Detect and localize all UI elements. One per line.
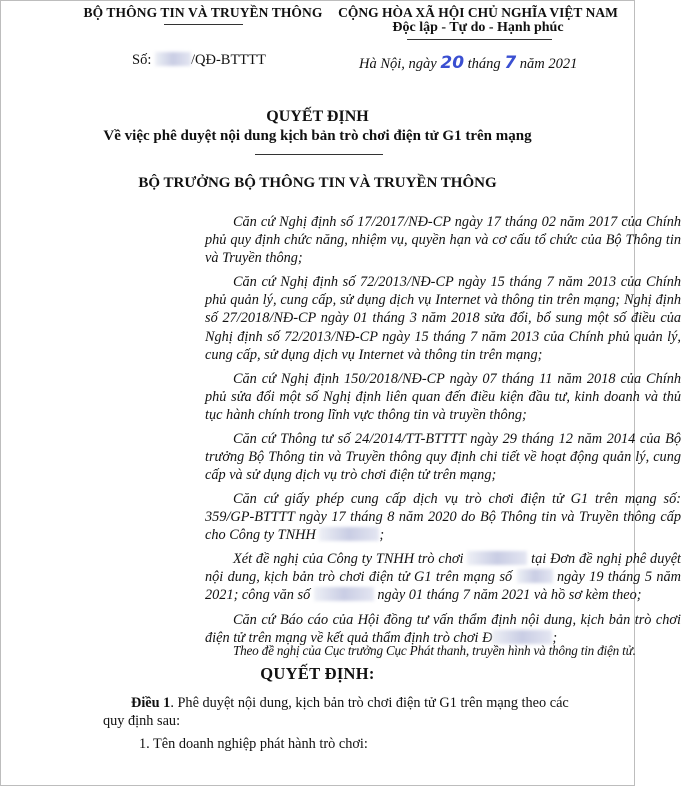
license-end: ;	[379, 527, 385, 544]
article-1-item-1: 1. Tên doanh nghiệp phát hành trò chơi:	[139, 736, 368, 752]
motto-underline	[407, 39, 552, 40]
issuer-title: BỘ TRƯỞNG BỘ THÔNG TIN VÀ TRUYỀN THÔNG	[138, 175, 497, 191]
decision-heading: QUYẾT ĐỊNH:	[260, 664, 375, 683]
basis-decree-150: Căn cứ Nghị định 150/2018/NĐ-CP ngày 07 tháng 11 năm 2018 của Chính phủ sửa đổi một số Nghị định liên quan đến điều kiện đầu tư, kinh doanh và thủ tục hành chính trong lĩnh vực thông tin và truyền thông;	[205, 371, 681, 424]
date-day-handwritten: 20	[440, 53, 465, 73]
article-1-label: Điều 1	[131, 695, 171, 711]
nation-name: CỘNG HÒA XÃ HỘI CHỦ NGHĨA VIỆT NAM	[338, 5, 618, 20]
article-1	[103, 694, 579, 730]
issue-date	[359, 53, 577, 73]
article-1-text: . Phê duyệt nội dung, kịch bản trò chơi điện tử G1 trên mạng theo các quy định sau:	[103, 695, 569, 730]
proposal-text-2: tại Đơn đề nghị phê duyệt nội dung, kịch bản trò chơi điện tử G1 trên mạng số	[205, 551, 681, 586]
report-end: ;	[552, 630, 558, 647]
agency-underline	[164, 24, 243, 25]
document-title: QUYẾT ĐỊNH	[266, 108, 369, 125]
basis-decree-72: Căn cứ Nghị định số 72/2013/NĐ-CP ngày 15 tháng 7 năm 2013 của Chính phủ quản lý, cung cấp, sử dụng dịch vụ Internet và thông tin trên mạng; Nghị định số 27/2018/NĐ-CP ngày 01 tháng 3 năm 2018 sửa đổi, bổ sung một số điều của Nghị định số 72/2013/NĐ-CP ngày 15 tháng 7 năm 2013 của Chính phủ quản lý, cung cấp, sử dụng dịch vụ Internet và thông tin trên mạng;	[205, 274, 681, 363]
basis-decree-17: Căn cứ Nghị định số 17/2017/NĐ-CP ngày 17 tháng 02 năm 2017 của Chính phủ quy định chức năng, nhiệm vụ, quyền hạn và cơ cấu tổ chức của Bộ Thông tin và Truyền thông;	[205, 214, 681, 267]
redacted-game-company	[467, 551, 527, 565]
agency-name: BỘ THÔNG TIN VÀ TRUYỀN THÔNG	[83, 5, 323, 20]
proposal-paragraph	[205, 550, 681, 605]
report-text: Căn cứ Báo cáo của Hội đồng tư vấn thẩm định nội dung, kịch bản trò chơi điện tử trên mạng về kết quả thẩm định trò chơi Đ	[205, 612, 681, 647]
request-paragraph: Theo đề nghị của Cục trưởng Cục Phát thanh, truyền hình và thông tin điện tử.	[233, 643, 636, 658]
document-subject: Về việc phê duyệt nội dung kịch bản trò chơi điện tử G1 trên mạng	[103, 128, 532, 144]
national-motto: Độc lập - Tự do - Hạnh phúc	[392, 20, 564, 35]
proposal-text-4: ngày 01 tháng 7 năm 2021 và hồ sơ kèm theo;	[377, 587, 642, 604]
subject-underline	[255, 154, 383, 155]
license-text: Căn cứ giấy phép cung cấp dịch vụ trò chơi điện tử G1 trên mạng số: 359/GP-BTTTT ngày 17 tháng 8 năm 2020 do Bộ Thông tin và Truyền thông cấp cho Công ty TNHH	[205, 491, 681, 544]
redacted-application-number	[517, 569, 553, 583]
redacted-company	[319, 527, 379, 541]
proposal-text-3: ngày 19 tháng 5 năm 2021; công văn số	[205, 569, 681, 604]
date-month-label: tháng	[467, 56, 501, 72]
date-year: năm 2021	[519, 56, 578, 72]
number-suffix: /QĐ-BTTTT	[190, 52, 266, 68]
redacted-number	[155, 52, 191, 66]
proposal-text-1: Xét đề nghị của Công ty TNHH trò chơi	[233, 551, 464, 567]
basis-license	[205, 490, 681, 545]
number-label: Số:	[132, 52, 152, 68]
date-place: Hà Nội, ngày	[359, 56, 437, 72]
basis-circular-24: Căn cứ Thông tư số 24/2014/TT-BTTTT ngày 29 tháng 12 năm 2014 của Bộ trưởng Bộ Thông tin và Truyền thông quy định chi tiết về hoạt động quản lý, cung cấp và sử dụng dịch vụ trò chơi điện tử trên mạng;	[205, 431, 681, 484]
national-header	[326, 5, 630, 35]
redacted-letter-number	[314, 587, 374, 601]
date-month-handwritten: 7	[504, 53, 517, 73]
decision-number	[132, 52, 266, 69]
